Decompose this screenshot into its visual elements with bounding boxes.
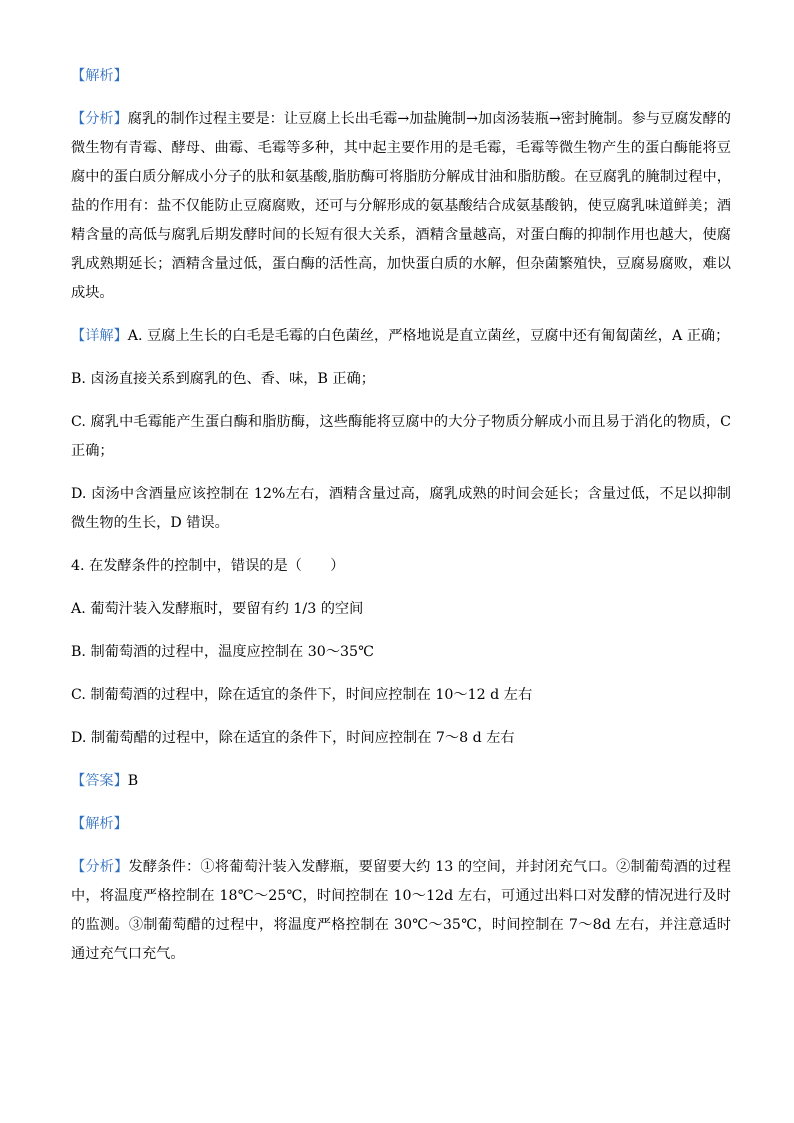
option-text: A. 葡萄汁装入发酵瓶时，要留有约 1/3 的空间 [71, 601, 364, 617]
detail-option-b [71, 365, 731, 394]
analysis-heading-1 [71, 62, 731, 91]
detail-option-c [71, 408, 731, 466]
question-stem: 4. 在发酵条件的控制中，错误的是（ ） [71, 558, 345, 574]
analysis-paragraph-1 [71, 105, 731, 308]
block-text: 腐乳的制作过程主要是：让豆腐上长出毛霉→加盐腌制→加卤汤装瓶→密封腌制。参与豆腐发酵的微生物有青霉、酵母、曲霉、毛霉等多种，其中起主要作用的是毛霉，毛霉等微生物产生的蛋白酶能将豆腐中的蛋白质分解成小分子的肽和氨基酸,脂肪酶可将脂肪分解成甘油和脂肪酸。在豆腐乳的腌制过程中，盐的作用有：盐不仅能防止豆腐腐败，还可与分解形成的氨基酸结合成氨基酸钠，使豆腐乳味道鲜美；酒精含量的高低与腐乳后期发酵时间的长短有很大关系，酒精含量越高，对蛋白酶的抑制作用也越大，使腐乳成熟期延长；酒精含量过低，蛋白酶的活性高，加快蛋白质的水解，但杂菌繁殖快，豆腐易腐败，难以成块。 [71, 111, 731, 301]
question-option-b [71, 638, 731, 667]
question-option-d [71, 724, 731, 753]
section-tag: 【详解】 [71, 328, 128, 344]
document-content [71, 62, 731, 983]
block-text: C. 腐乳中毛霉能产生蛋白酶和脂肪酶，这些酶能将豆腐中的大分子物质分解成小而且易于消化的物质，C 正确； [71, 414, 731, 459]
analysis-paragraph-2 [71, 853, 731, 969]
question-4 [71, 552, 731, 581]
answer-value: B [127, 773, 139, 789]
answer-line [71, 767, 731, 796]
detail-option-d [71, 480, 731, 538]
section-tag: 【分析】 [71, 859, 129, 875]
option-text: C. 制葡萄酒的过程中，除在适宜的条件下，时间应控制在 10～12 d 左右 [71, 687, 533, 703]
option-text: D. 制葡萄醋的过程中，除在适宜的条件下，时间应控制在 7～8 d 左右 [71, 730, 515, 746]
section-tag: 【答案】 [71, 773, 128, 789]
block-text: B. 卤汤直接关系到腐乳的色、香、味，B 正确； [71, 371, 375, 387]
section-tag: 【解析】 [71, 816, 128, 832]
detail-option-a [71, 322, 731, 351]
analysis-heading-2 [71, 810, 731, 839]
option-text: B. 制葡萄酒的过程中，温度应控制在 30～35℃ [71, 644, 374, 660]
block-text: 发酵条件：①将葡萄汁装入发酵瓶，要留要大约 13 的空间，并封闭充气口。②制葡萄酒的过程中，将温度严格控制在 18℃～25℃，时间控制在 10～12d 左右，可通过出料口对发酵的情况进行及时的监测。③制葡萄醋的过程中，将温度严格控制在 30℃～35℃，时间控制在 7～8d 左右，并注意适时通过充气口充气。 [71, 859, 731, 962]
question-option-a [71, 595, 731, 624]
block-text: D. 卤汤中含酒量应该控制在 12%左右，酒精含量过高，腐乳成熟的时间会延长；含量过低，不足以抑制微生物的生长，D 错误。 [71, 486, 731, 531]
question-option-c [71, 681, 731, 710]
block-text: A. 豆腐上生长的白毛是毛霉的白色菌丝，严格地说是直立菌丝，豆腐中还有匍匐菌丝，A 正确； [127, 328, 730, 344]
section-tag: 【解析】 [71, 68, 128, 84]
section-tag: 【分析】 [71, 111, 128, 127]
